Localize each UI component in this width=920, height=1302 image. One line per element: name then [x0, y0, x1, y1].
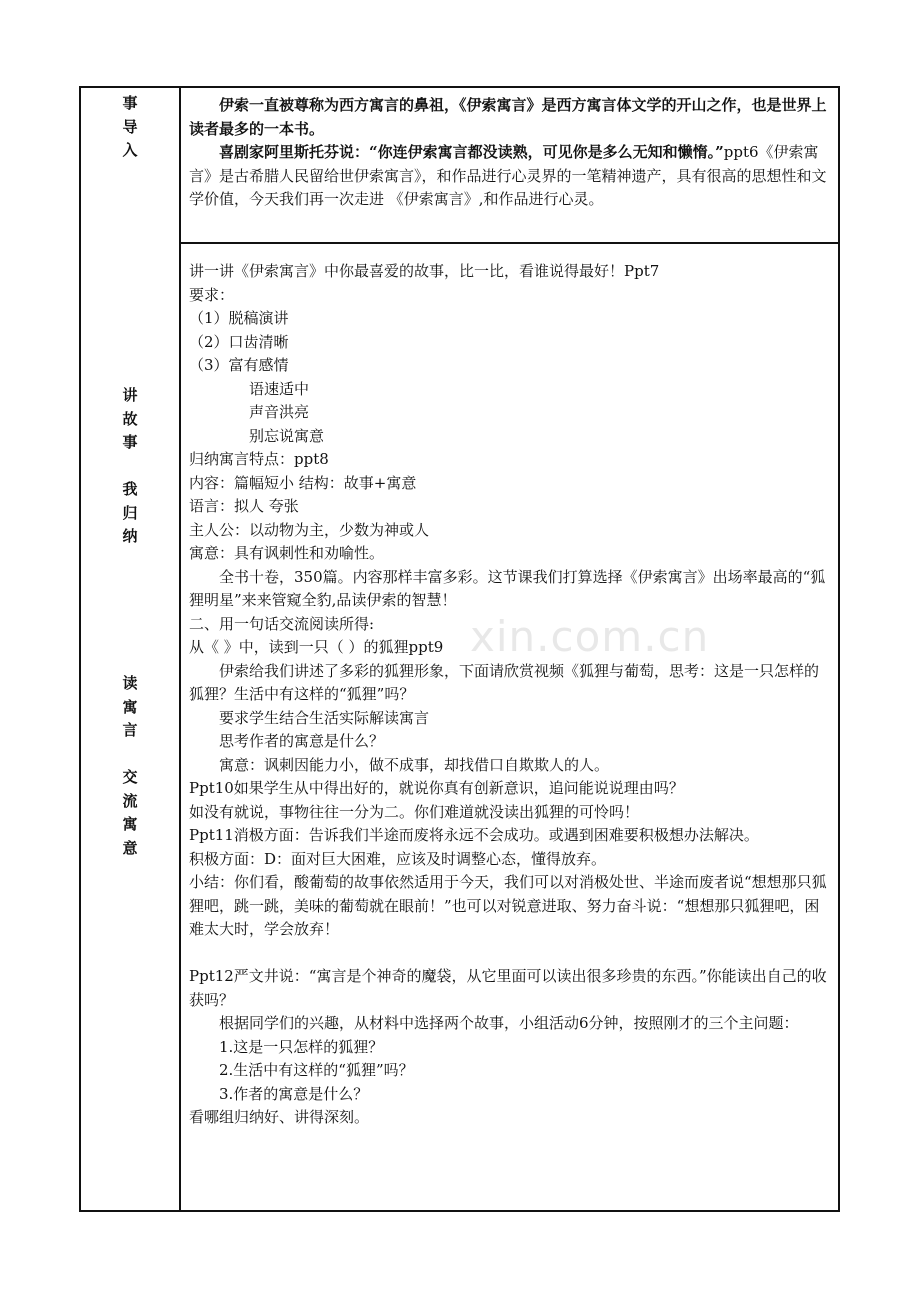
section-label-char: 寓 — [122, 697, 138, 716]
section-label-char: 事 — [122, 94, 138, 112]
watermark: xin.com.cn — [470, 612, 710, 661]
intro-cell — [189, 94, 830, 212]
body-line: 1.这是一只怎样的狐狸？ — [219, 1037, 384, 1056]
body-line: 根据同学们的兴趣，从材料中选择两个故事，小组活动6分钟，按照刚才的三个主问题： — [219, 1014, 799, 1032]
section-label-char: 归 — [122, 503, 138, 522]
column-divider — [179, 88, 181, 1210]
body-line: 要求： — [189, 285, 235, 304]
body-line: 声音洪亮 — [249, 403, 310, 421]
intro-paragraph-1: 伊索一直被尊称为西方寓言的鼻祖，《伊索寓言》是西方寓言体文学的开山之作，也是世界上读者最多的一本书。 — [189, 96, 827, 138]
body-line — [189, 942, 830, 966]
section-label-char: 故 — [122, 409, 138, 428]
section-label-read — [81, 672, 179, 860]
body-line: 内容：篇幅短小 结构：故事+寓意 — [189, 473, 417, 492]
section-label-char: 纳 — [122, 527, 138, 545]
body-line: 看哪组归纳好、讲得深刻。 — [189, 1108, 370, 1126]
body-line: 3.作者的寓意是什么？ — [219, 1084, 369, 1103]
section-label-char: 读 — [122, 674, 138, 692]
section-label-char: 导 — [122, 117, 138, 136]
section-label-intro — [81, 92, 179, 163]
body-line: 要求学生结合生活实际解读寓言 — [219, 708, 430, 727]
body-line: 主人公：以动物为主，少数为神或人 — [189, 520, 430, 539]
body-line: （3）富有感情 — [189, 356, 289, 374]
section-label-char: 我 — [122, 480, 138, 498]
body-line: 归纳寓言特点：ppt8 — [189, 450, 329, 468]
body-line: 小结：你们看，酸葡萄的故事依然适用于今天，我们可以对消极处世、半途而废者说“想想那只狐狸吧，跳一跳，美味的葡萄就在眼前！”也可以对锐意进取、努力奋斗说：“想想那只狐狸吧，困难太大时，学会放弃！ — [189, 873, 827, 938]
body-line: 语言：拟人 夸张 — [189, 497, 299, 515]
body-cell — [189, 260, 830, 1130]
section-label-char: 流 — [122, 791, 138, 810]
body-line: 寓意：具有讽刺性和劝喻性。 — [189, 544, 385, 562]
section-label-char: 交 — [122, 768, 138, 786]
body-line: 全书十卷，350篇。内容那样丰富多彩。这节课我们打算选择《伊索寓言》出场率最高的“狐狸明星”来来管窥全豹,品读伊索的智慧！ — [189, 567, 826, 609]
intro-paragraph-2-rest: ppt6《伊索寓言》是古希腊人民留给世伊索寓言》，和作品进行心灵界的一笔精神遗产，具有很高的思想性和文学价值，今天我们再一次走进 《伊索寓言》,和作品进行心灵。 — [189, 143, 827, 208]
body-line: Ppt12严文井说：“寓言是个神奇的魔袋，从它里面可以读出很多珍贵的东西。”你能读出自己的收获吗？ — [189, 967, 827, 1009]
body-line: 寓意：讽刺因能力小，做不成事，却找借口自欺欺人的人。 — [219, 755, 610, 774]
body-line: 思考作者的寓意是什么？ — [219, 732, 385, 750]
lesson-table — [79, 86, 840, 1212]
section-label-story — [81, 384, 179, 549]
section-label-char: 事 — [122, 433, 138, 451]
body-line: 如没有就说，事物往往一分为二。你们难道就没读出狐狸的可怜吗！ — [189, 802, 640, 821]
body-line: （2）口齿清晰 — [189, 332, 289, 351]
body-line: 从《 》中，读到一只（ ）的狐狸ppt9 — [189, 638, 444, 656]
body-line: 讲一讲《伊索寓言》中你最喜爱的故事，比一比，看谁说得最好！Ppt7 — [189, 262, 660, 280]
body-line: 伊索给我们讲述了多彩的狐狸形象，下面请欣赏视频《狐狸与葡萄，思考：这是一只怎样的狐狸？生活中有这样的“狐狸”吗？ — [189, 661, 820, 703]
section-label-char: 寓 — [122, 815, 138, 833]
body-line: 语速适中 — [249, 379, 310, 398]
intro-paragraph-2 — [189, 141, 830, 212]
section-label-char: 入 — [122, 141, 138, 159]
body-line: Ppt11消极方面：告诉我们半途而废将永远不会成功。或遇到困难要积极想办法解决。 — [189, 826, 759, 844]
section-label-char: 言 — [122, 721, 138, 739]
body-line: 2.生活中有这样的“狐狸”吗？ — [219, 1061, 414, 1079]
intro-quote: 喜剧家阿里斯托芬说：“你连伊索寓言都没读熟，可见你是多么无知和懒惰。” — [219, 143, 724, 161]
row-divider — [179, 242, 838, 244]
section-label-char — [81, 455, 179, 479]
body-line: 别忘说寓意 — [249, 426, 325, 445]
section-label-char: 意 — [122, 838, 138, 857]
section-label-char — [81, 743, 179, 767]
body-line: Ppt10如果学生从中得出好的，就说你真有创新意识，追问能说说理由吗？ — [189, 779, 684, 797]
section-label-char: 讲 — [122, 386, 138, 404]
body-line: 积极方面：D：面对巨大困难，应该及时调整心态，懂得放弃。 — [189, 849, 607, 868]
body-line: 二、用一句话交流阅读所得: — [189, 614, 375, 633]
body-line: （1）脱稿演讲 — [189, 309, 289, 327]
